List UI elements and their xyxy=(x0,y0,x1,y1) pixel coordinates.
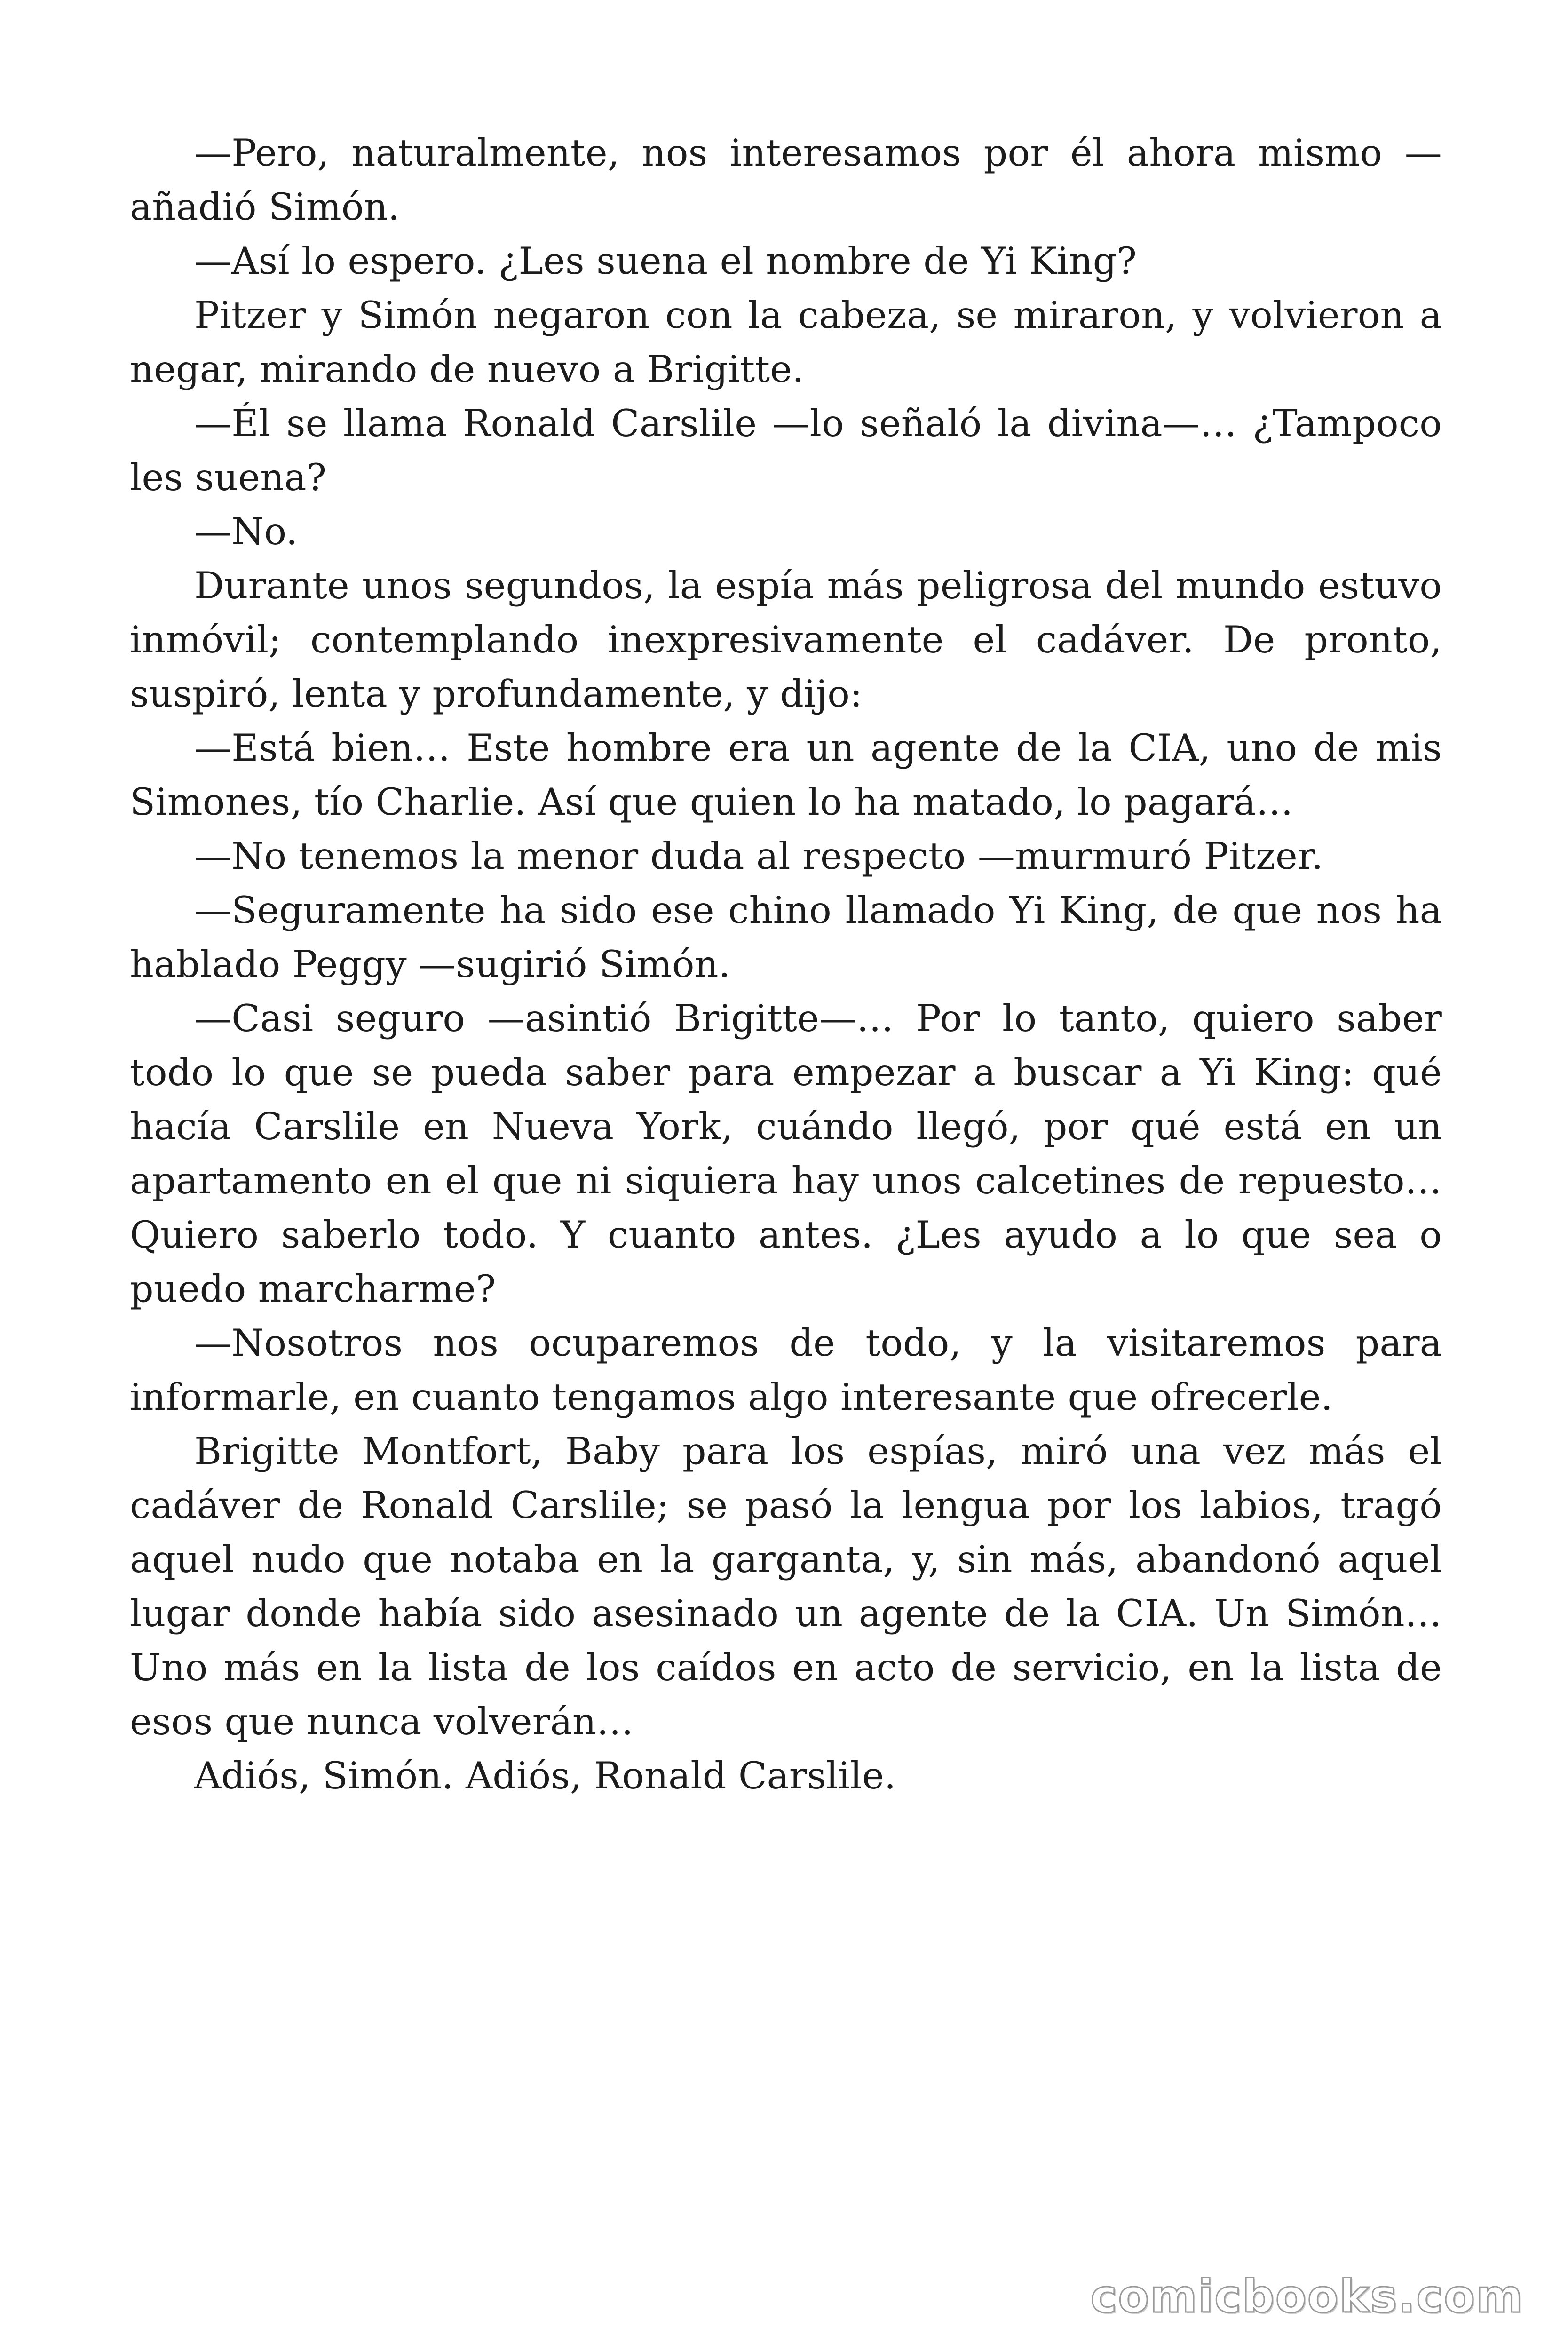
paragraph: Adiós, Simón. Adiós, Ronald Carslile. xyxy=(194,1754,896,1797)
paragraph: —Pero, naturalmente, nos interesamos por él ahora mismo —añadió Simón. xyxy=(130,131,1442,229)
paragraph: —Nosotros nos ocuparemos de todo, y la visitaremos para informarle, en cuanto tengamos algo interesante que ofrecerle. xyxy=(130,1321,1442,1419)
paragraph: Durante unos segundos, la espía más peligrosa del mundo estuvo inmóvil; contemplando inexpresivamente el cadáver. De pronto, suspiró, lenta y profundamente, y dijo: xyxy=(130,564,1442,715)
paragraph: —Casi seguro —asintió Brigitte—… Por lo tanto, quiero saber todo lo que se pueda saber para empezar a buscar a Yi King: qué hacía Carslile en Nueva York, cuándo llegó, por qué está en un apartamento en el que ni siquiera hay unos calcetines de repuesto… Quiero saberlo todo. Y cuanto antes. ¿Les ayudo a lo que sea o puedo marcharme? xyxy=(130,997,1442,1311)
paragraph: —Él se llama Ronald Carslile —lo señaló la divina—… ¿Tampoco les suena? xyxy=(130,402,1442,499)
paragraph: —Así lo espero. ¿Les suena el nombre de Yi King? xyxy=(194,239,1137,283)
paragraph: —Seguramente ha sido ese chino llamado Yi King, de que nos ha hablado Peggy —sugirió Simón. xyxy=(130,889,1442,986)
paragraph: —Está bien… Este hombre era un agente de la CIA, uno de mis Simones, tío Charlie. Así que quien lo ha matado, lo pagará… xyxy=(130,726,1442,824)
paragraph: —No. xyxy=(194,510,298,553)
watermark-logo: comicbooks.com xyxy=(1090,2270,1524,2323)
paragraph: Pitzer y Simón negaron con la cabeza, se miraron, y volvieron a negar, mirando de nuevo a Brigitte. xyxy=(130,294,1442,391)
page-body-text xyxy=(130,126,1442,1803)
paragraph: —No tenemos la menor duda al respecto —murmuró Pitzer. xyxy=(194,834,1323,878)
paragraph: Brigitte Montfort, Baby para los espías, miró una vez más el cadáver de Ronald Carslile; se pasó la lengua por los labios, tragó aquel nudo que notaba en la garganta, y, sin más, abandonó aquel lugar donde había sido asesinado un agente de la CIA. Un Simón… Uno más en la lista de los caídos en acto de servicio, en la lista de esos que nunca volverán… xyxy=(130,1430,1442,1743)
